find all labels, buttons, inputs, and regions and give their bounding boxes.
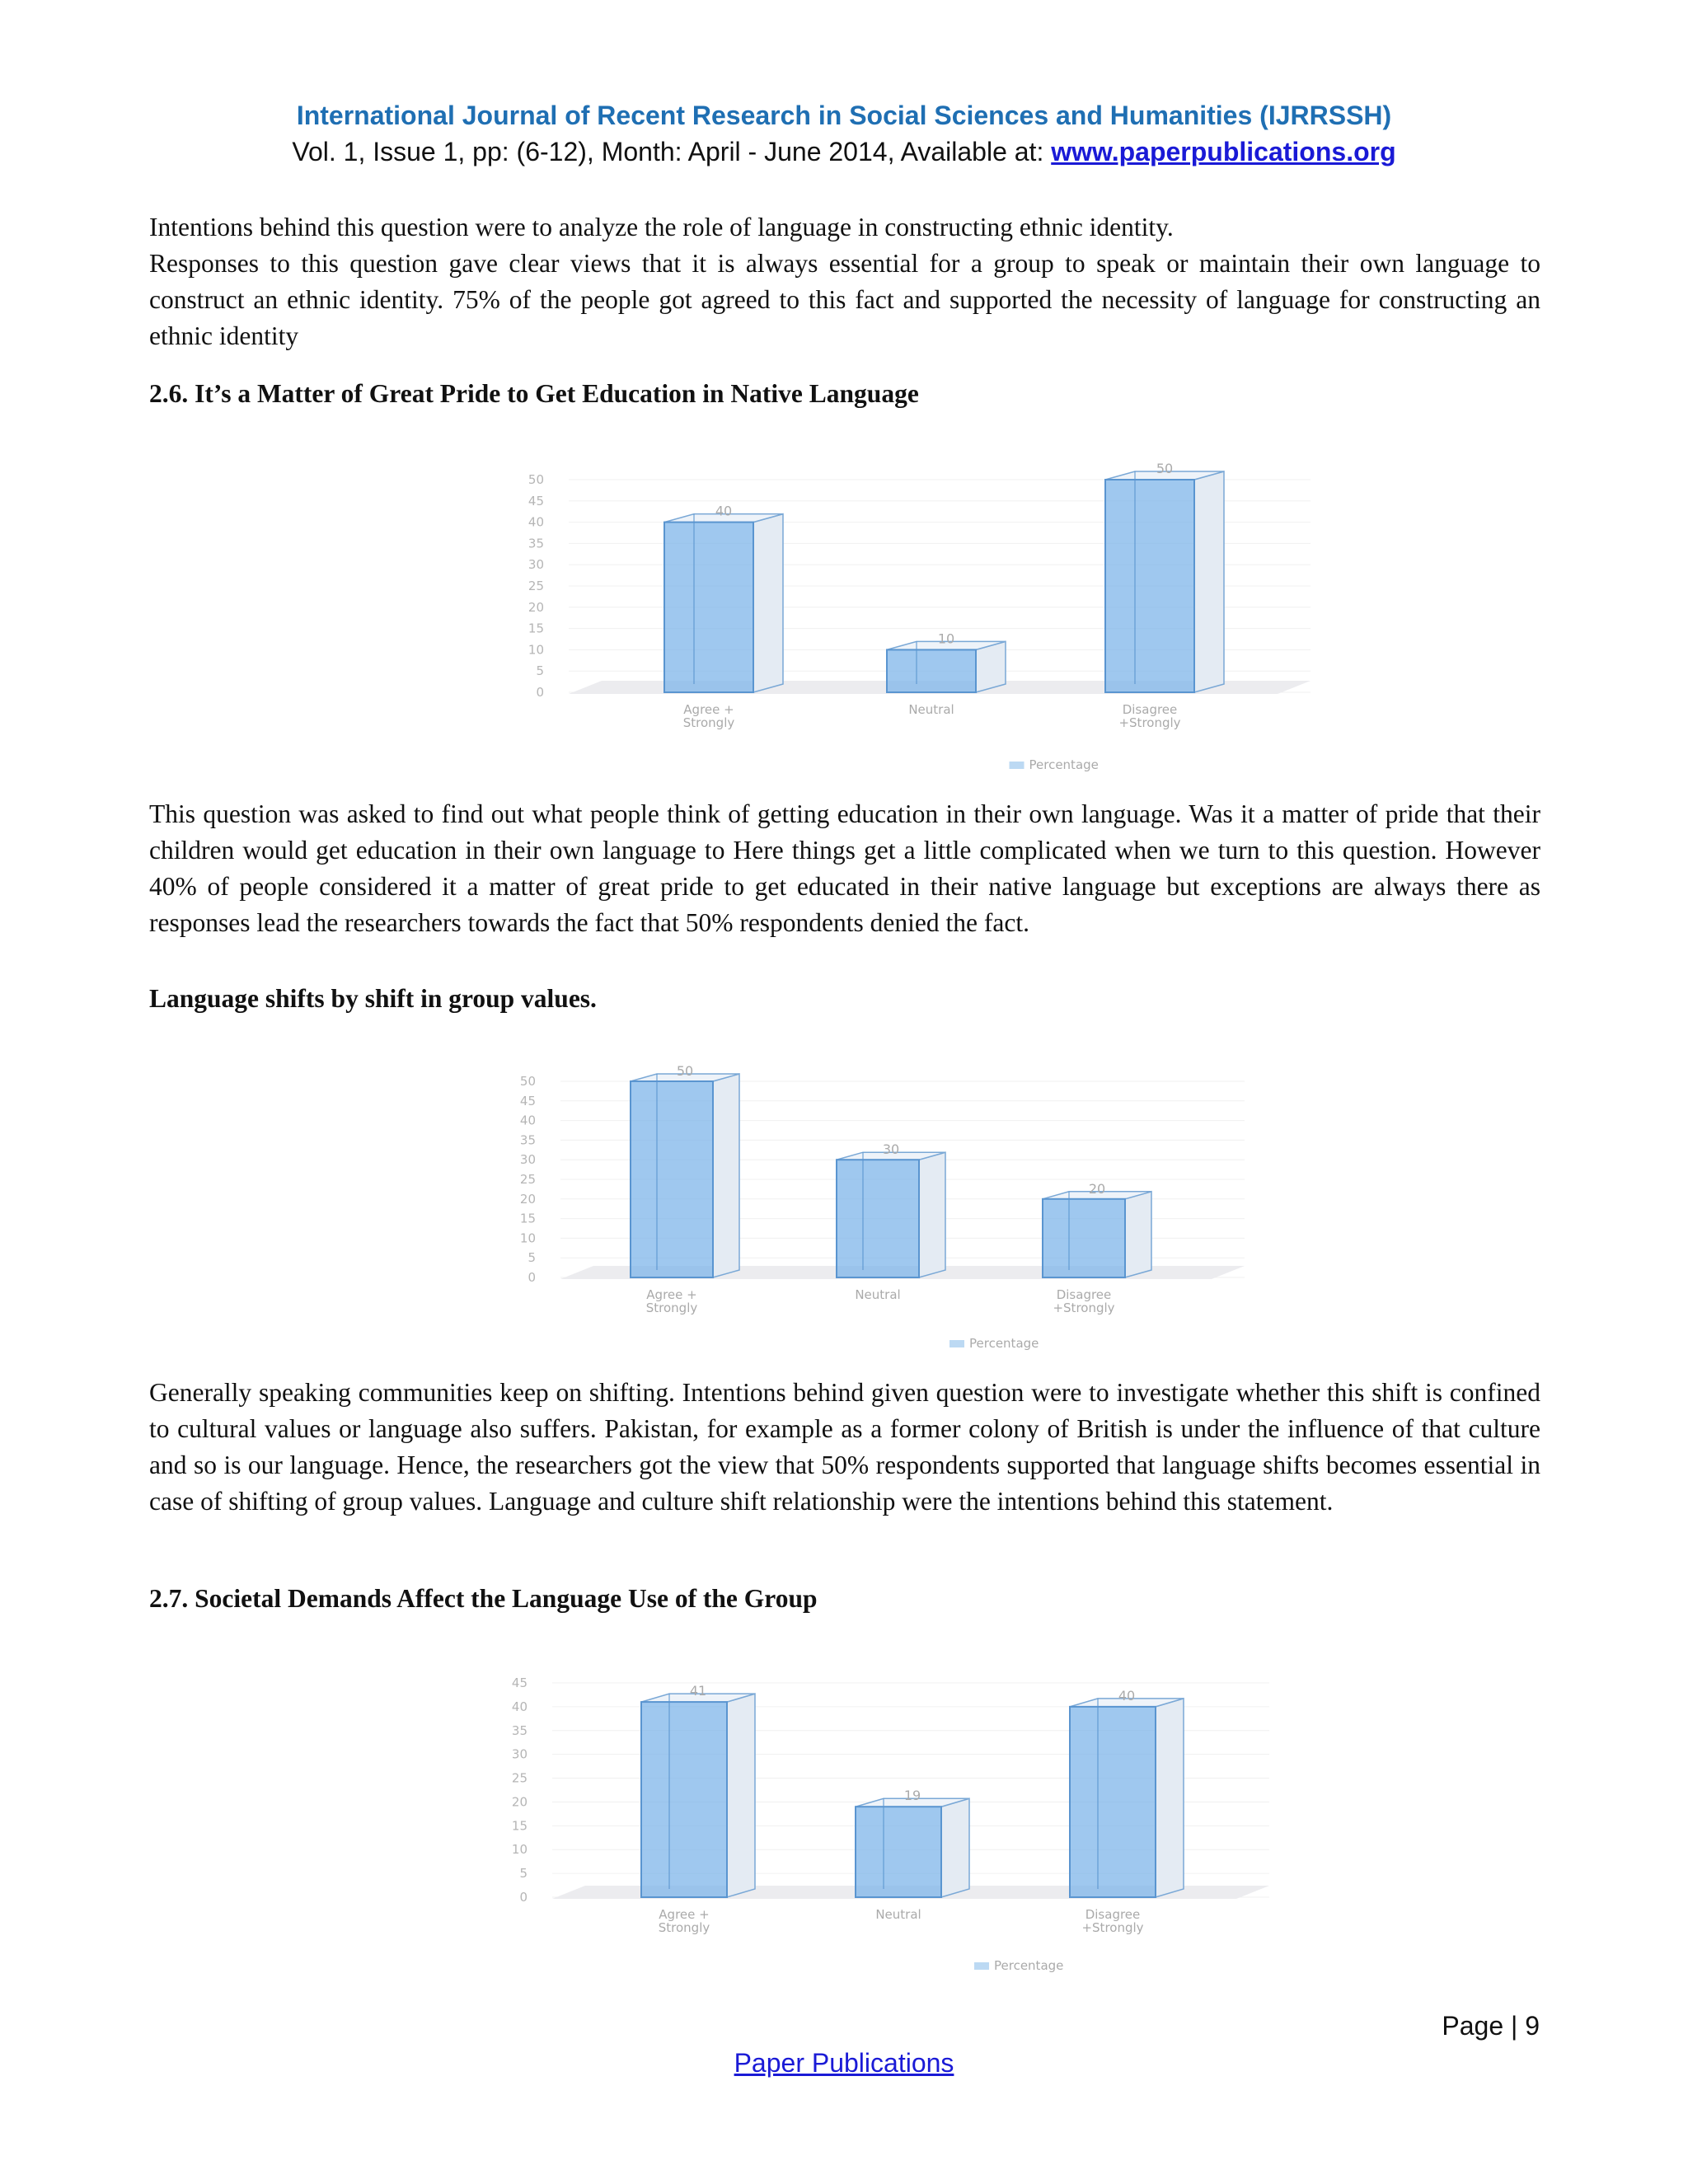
x-category-label: Strongly bbox=[682, 715, 735, 730]
section-heading-2-7: 2.7. Societal Demands Affect the Language Use of the Group bbox=[149, 1584, 818, 1613]
bar-front bbox=[631, 1081, 713, 1277]
legend-swatch bbox=[950, 1340, 964, 1347]
bar bbox=[856, 1798, 969, 1897]
x-category-label: +Strongly bbox=[1118, 715, 1181, 730]
page-number: Page | 9 bbox=[1442, 2011, 1540, 2041]
data-label: 10 bbox=[937, 630, 955, 647]
y-tick-label: 0 bbox=[528, 1270, 536, 1285]
data-label: 40 bbox=[1118, 1687, 1136, 1704]
y-tick-label: 40 bbox=[511, 1699, 528, 1714]
chart-societal-demands bbox=[462, 1657, 1335, 1994]
journal-issue-info bbox=[0, 134, 1688, 170]
y-tick-label: 50 bbox=[528, 472, 544, 487]
bar bbox=[887, 641, 1006, 692]
y-tick-label: 15 bbox=[511, 1818, 528, 1834]
y-tick-label: 45 bbox=[519, 1093, 536, 1108]
legend-label: Percentage bbox=[1029, 757, 1099, 772]
section-heading-language-shifts: Language shifts by shift in group values. bbox=[149, 984, 597, 1013]
legend-label: Percentage bbox=[969, 1336, 1039, 1351]
legend-label: Percentage bbox=[994, 1958, 1064, 1973]
bar-side bbox=[713, 1074, 739, 1277]
y-tick-label: 5 bbox=[528, 1250, 536, 1266]
bar-side bbox=[727, 1694, 755, 1897]
y-tick-label: 30 bbox=[511, 1746, 528, 1762]
intro-body: Responses to this question gave clear views that it is always essential for a group to speak or maintain their own language to construct an ethnic identity. 75% of the people got agreed to this fact and supported the necessity of language for constructing an ethnic identity bbox=[149, 249, 1540, 350]
pride-paragraph: This question was asked to find out what people think of getting education in their own language. Was it a matter of pride that their children would get education in their own language to Here things get a little complicated when we turn to this question. However 40% of people considered it a matter of great pride to get educated in their native language but exceptions are always there as responses lead the researchers towards the fact that 50% respondents denied the fact. bbox=[149, 799, 1540, 937]
intro-paragraph bbox=[149, 209, 1540, 354]
y-tick-label: 50 bbox=[519, 1074, 536, 1089]
bar-front bbox=[1070, 1707, 1156, 1897]
bar-side bbox=[753, 514, 783, 692]
y-tick-label: 20 bbox=[519, 1191, 536, 1207]
y-tick-label: 0 bbox=[536, 685, 544, 700]
journal-url-link[interactable]: www.paperpublications.org bbox=[1051, 137, 1396, 166]
bar bbox=[664, 514, 783, 692]
bar-front bbox=[641, 1702, 727, 1897]
x-category-label: Neutral bbox=[855, 1287, 901, 1302]
data-label: 40 bbox=[715, 503, 733, 519]
y-tick-label: 10 bbox=[519, 1230, 536, 1246]
y-tick-label: 15 bbox=[528, 621, 544, 636]
chart-native-language-pride bbox=[462, 445, 1335, 791]
y-tick-label: 5 bbox=[519, 1866, 528, 1882]
y-tick-label: 30 bbox=[528, 557, 544, 573]
y-tick-label: 35 bbox=[528, 536, 544, 551]
data-label: 20 bbox=[1088, 1180, 1106, 1197]
x-category-label: Strongly bbox=[645, 1301, 698, 1315]
bar bbox=[1105, 471, 1224, 692]
bar bbox=[641, 1694, 755, 1897]
legend-swatch bbox=[974, 1962, 989, 1970]
journal-title: International Journal of Recent Research in Social Sciences and Humanities (IJRRSSH) bbox=[296, 101, 1392, 130]
y-tick-label: 25 bbox=[511, 1770, 528, 1786]
bar-front bbox=[1105, 480, 1194, 692]
bar bbox=[1043, 1192, 1151, 1277]
y-tick-label: 40 bbox=[519, 1113, 536, 1128]
data-label: 19 bbox=[903, 1788, 921, 1804]
y-tick-label: 20 bbox=[528, 599, 544, 615]
publisher-link[interactable]: Paper Publications bbox=[734, 2048, 954, 2078]
issue-text: Vol. 1, Issue 1, pp: (6-12), Month: April - June 2014, Available at: bbox=[292, 137, 1052, 166]
x-category-label: Agree + bbox=[659, 1907, 710, 1922]
y-tick-label: 40 bbox=[528, 514, 544, 530]
shift-paragraph: Generally speaking communities keep on shifting. Intentions behind given question were to investigate whether this shift is confined to cultural values or language also suffers. Pakistan, for example as a former colony of British is under the influence of that culture and so is our language. Hence, the researchers got the view that 50% respondents supported that language shifts becomes essential in case of shifting of group values. Language and culture shift relationship were the intentions behind this statement. bbox=[149, 1378, 1540, 1516]
data-label: 30 bbox=[882, 1141, 900, 1158]
bar-side bbox=[1156, 1699, 1184, 1897]
y-tick-label: 15 bbox=[519, 1211, 536, 1226]
x-category-label: Neutral bbox=[875, 1907, 921, 1922]
x-category-label: +Strongly bbox=[1081, 1920, 1144, 1935]
x-category-label: Agree + bbox=[646, 1287, 697, 1302]
data-label: 50 bbox=[676, 1063, 694, 1079]
footer bbox=[0, 2048, 1688, 2079]
y-tick-label: 45 bbox=[511, 1675, 528, 1690]
x-category-label: Strongly bbox=[658, 1920, 710, 1935]
bar bbox=[1070, 1699, 1184, 1897]
bar-front bbox=[664, 523, 753, 692]
data-label: 50 bbox=[1156, 461, 1174, 476]
bar-side bbox=[1125, 1192, 1151, 1277]
y-tick-label: 35 bbox=[511, 1722, 528, 1738]
x-category-label: Disagree bbox=[1056, 1287, 1112, 1302]
x-category-label: Agree + bbox=[683, 702, 734, 717]
y-tick-label: 5 bbox=[536, 663, 544, 679]
y-tick-label: 25 bbox=[528, 579, 544, 593]
x-category-label: Neutral bbox=[908, 702, 954, 717]
bar-side bbox=[919, 1152, 945, 1277]
bar-side bbox=[1194, 471, 1224, 692]
intro-line: Intentions behind this question were to analyze the role of language in constructing ethnic identity. bbox=[149, 213, 1174, 241]
bar bbox=[631, 1074, 739, 1277]
y-tick-label: 25 bbox=[519, 1172, 536, 1187]
section-heading-2-6: 2.6. It’s a Matter of Great Pride to Get Education in Native Language bbox=[149, 379, 919, 408]
data-label: 41 bbox=[689, 1683, 707, 1699]
bar bbox=[837, 1152, 945, 1277]
bar-front bbox=[887, 649, 976, 692]
bar-front bbox=[856, 1807, 941, 1897]
y-tick-label: 20 bbox=[511, 1794, 528, 1810]
bar-front bbox=[1043, 1199, 1125, 1277]
chart-language-shifts bbox=[462, 1038, 1335, 1368]
y-tick-label: 10 bbox=[528, 642, 544, 658]
journal-header bbox=[0, 97, 1688, 170]
bar-front bbox=[837, 1160, 919, 1277]
y-tick-label: 0 bbox=[519, 1890, 528, 1905]
y-tick-label: 10 bbox=[511, 1842, 528, 1858]
bar-side bbox=[941, 1798, 969, 1897]
legend-swatch bbox=[1010, 762, 1025, 769]
x-category-label: Disagree bbox=[1085, 1907, 1141, 1922]
x-category-label: Disagree bbox=[1122, 702, 1178, 717]
x-category-label: +Strongly bbox=[1053, 1301, 1115, 1315]
y-tick-label: 35 bbox=[519, 1132, 536, 1148]
y-tick-label: 30 bbox=[519, 1152, 536, 1168]
y-tick-label: 45 bbox=[528, 493, 544, 509]
